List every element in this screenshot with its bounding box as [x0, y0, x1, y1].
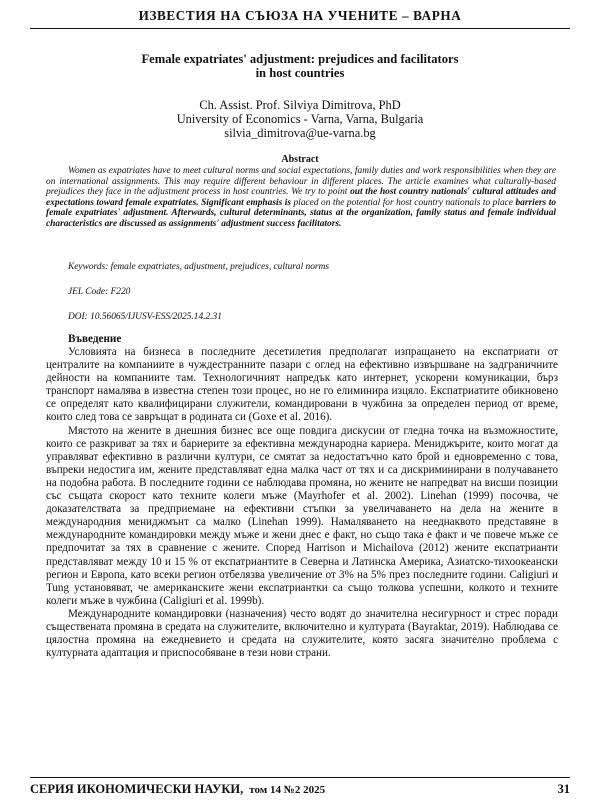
journal-header: ИЗВЕСТИЯ НА СЪЮЗА НА УЧЕНИТЕ – ВАРНА [138, 8, 462, 23]
keywords: Keywords: female expatriates, adjustment, prejudices, cultural norms [68, 262, 329, 272]
abstract-text-emphasis1: out the host country nationals' cultural attitudes and expectations toward female expatriates. Significant emphasis is [46, 187, 556, 208]
footer-volume: том 14 №2 2025 [249, 784, 326, 796]
introduction-body [46, 346, 558, 660]
abstract-text-emphasis2: barriers to female expatriates' adjustment. Afterwards, cultural determinants, status at the organization, family status and female individual characteristics are discussed as assignments' adjustment success facilitators. [46, 197, 557, 229]
footer-rule [30, 777, 570, 778]
abstract-heading: Abstract [281, 154, 319, 165]
body-paragraph: Условията на бизнеса в последните десетилетия предполагат изпращането на експатриати от централите на компаниите в чуждестранните пазари с оглед на ефективно извършване на задграничните дейности на компаниите там. Технологичният напредък като интернет, ускорени комуникации, бърз транспорт намалява в известна степен този процес, но не го елиминира изцяло. Експатриатите обикновено се определят като квалифицирани служители, командировани в чужбина за определен период от време, които след това се завръщат в родината си (Goxe et al. 2016). [46, 346, 558, 424]
page-number: 31 [557, 782, 570, 796]
footer-series [30, 782, 325, 797]
abstract-text-part2: placed on the potential for host country nationals to place [291, 197, 516, 208]
author-email: silvia_dimitrova@ue-varna.bg [224, 126, 376, 140]
doi: DOI: 10.56065/IJUSV-ESS/2025.14.2.31 [68, 312, 222, 322]
article-title-line1: Female expatriates' adjustment: prejudices and facilitators [141, 52, 459, 66]
article-title-line2: in host countries [255, 66, 345, 80]
body-paragraph: Мястото на жените в днешния бизнес все още повдига дискусии от гледна точка на възможностите, които се разкриват за тях и бариерите за ефективна международна кариера. Мениджърите, които могат да управляват ефективно в различни култури, се смятат за недостатъчно като брой и едновременно с това, въпреки недостига им, жените представляват една малка част от тях и са дискриминирани в получаването на подобна работа. В последните години се наблюдава промяна, но жените не напредват на висши позиции със същата скорост като техните колеги мъже (Mayrhofer et al. 2002). Linehan (1999) посочва, че доказателствата за предприемане на ефективни стъпки за увеличаването на дела на жените в международния мениджмънт са малко (Linehan 1999). Намаляването на нееднаквото представяне в международните командировки между мъже и жени днес е факт, но също така е факт и че повече мъже се предпочитат за тях в сравнение с жените. Според Harrison и Michailova (2012) жените експатрианти представляват между 10 и 15 % от експатриантите в Северна и Латинска Америка, Азиатско-тихоокеански регион и Европа, като всеки регион отбелязва увеличение от 3% на 5% през последните години. Caligiuri и Tung установяват, че американските жени експатриантки са също толкова успешни, колкото и техните колеги мъже в чужбина (Caligiuri et al. 1999b). [46, 424, 558, 607]
author-block [40, 98, 560, 140]
jel-code: JEL Code: F220 [68, 287, 131, 297]
header-rule [30, 28, 570, 29]
article-title [40, 52, 560, 80]
body-paragraph: Международните командировки (назначения) често водят до значителна несигурност и стрес поради съществената промяна в средата на служителите, включително и културата (Bayraktar, 2019). Наблюдава се цялостна промяна на ежедневието и средата на служителите, която засяга значително проблема с културната адаптация и приспособяване в тези нови страни. [46, 607, 558, 660]
footer-series-name: СЕРИЯ ИКОНОМИЧЕСКИ НАУКИ, [30, 782, 244, 796]
abstract-text [46, 166, 556, 230]
introduction-heading: Въведение [68, 333, 122, 345]
author-affiliation: University of Economics - Varna, Varna, Bulgaria [176, 112, 424, 126]
author-name: Ch. Assist. Prof. Silviya Dimitrova, PhD [199, 98, 401, 112]
abstract-text-part1: Women as expatriates have to meet cultural norms and social expectations, family duties and work responsibilities when they are on international assignments. This may require different behaviour in different places. The article examines what culturally-based prejudices they face in the adjustment process in host countries. We try to point [46, 166, 556, 198]
